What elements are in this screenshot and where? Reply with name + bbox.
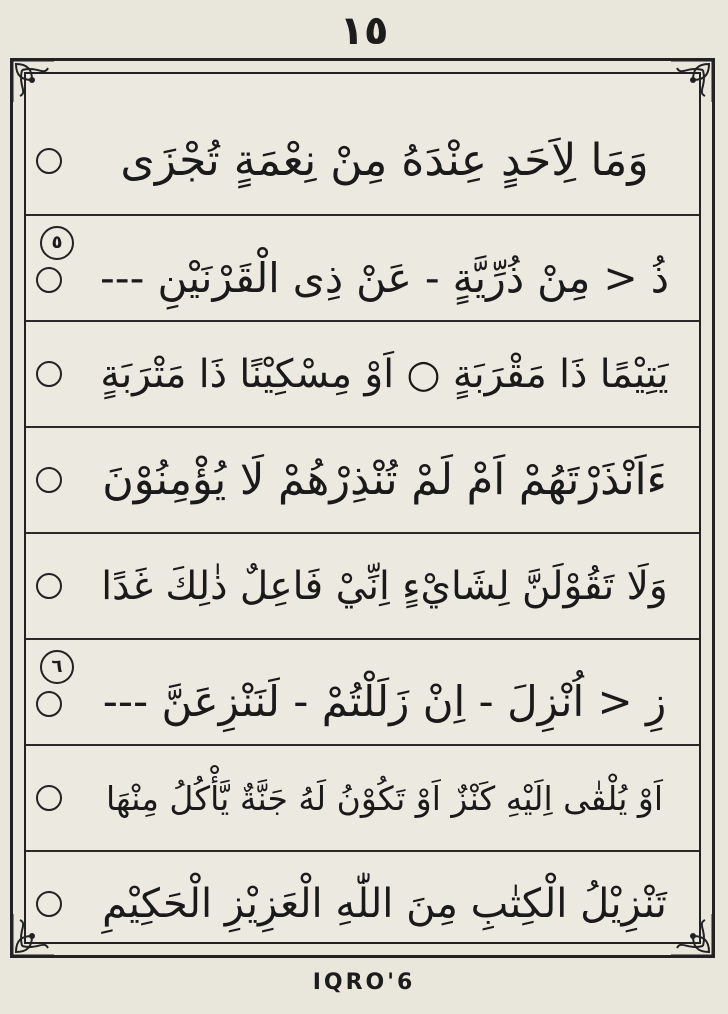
page-number: ١٥	[339, 8, 389, 54]
arabic-text: وَلَا تَقُوْلَنَّ لِشَايْءٍ اِنِّيْ فَاعِلٌ ذٰلِكَ غَدًا	[101, 563, 668, 609]
arabic-text: وَمَا لِاَحَدٍ عِنْدَهُ مِنْ نِعْمَةٍ تُجْزَى	[120, 135, 649, 186]
reading-line	[26, 320, 699, 426]
arabic-text: اَوْ يُلْقٰى اِلَيْهِ كَنْزٌ اَوْ تَكُوْنُ لَهُ جَنَّةٌ يَّأْكُلُ مِنْهَا	[106, 778, 664, 818]
reading-line-lesson	[26, 638, 699, 744]
arabic-text: ذُ < مِنْ ذُرِّيَّةٍ - عَنْ ذِى الْقَرْنَيْنِ ---	[100, 253, 669, 302]
stop-circle-icon	[36, 467, 62, 493]
arabic-text: زِ < اُنْزِلَ - اِنْ زَلَلْتُمْ - لَنَنْزِعَنَّ ---	[102, 677, 667, 726]
corner-ornament-icon	[8, 56, 58, 106]
arabic-text: تَنْزِيْلُ الْكِتٰبِ مِنَ اللّٰهِ الْعَزِيْزِ الْحَكِيْمِ	[102, 881, 667, 927]
reading-line	[26, 744, 699, 850]
stop-circle-icon	[36, 891, 62, 917]
reading-line	[26, 850, 699, 956]
lesson-number: ٦	[40, 650, 74, 684]
stop-circle-icon	[36, 148, 62, 174]
reading-lines	[26, 108, 699, 956]
stop-circle-icon	[36, 573, 62, 599]
reading-line	[26, 108, 699, 214]
reading-line	[26, 426, 699, 532]
lesson-number: ٥	[40, 226, 74, 260]
stop-circle-icon	[36, 785, 62, 811]
reading-line-lesson	[26, 214, 699, 320]
arabic-text: ءَاَنْذَرْتَهُمْ اَمْ لَمْ تُنْذِرْهُمْ لَا يُؤْمِنُوْنَ	[102, 454, 667, 505]
stop-circle-icon	[36, 361, 62, 387]
arabic-text: يَتِيْمًا ذَا مَقْرَبَةٍ ○ اَوْ مِسْكِيْنًا ذَا مَتْرَبَةٍ	[100, 351, 669, 397]
book-footer: IQRO'6	[312, 970, 416, 995]
reading-line	[26, 532, 699, 638]
corner-ornament-icon	[667, 56, 717, 106]
